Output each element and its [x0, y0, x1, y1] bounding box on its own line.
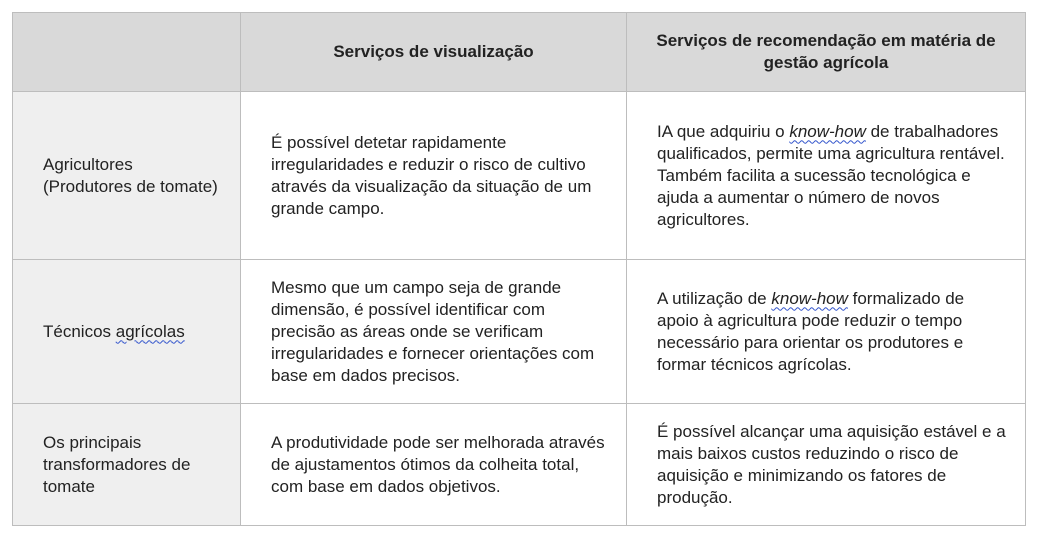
cell-visualization-processors [241, 404, 627, 526]
table-row [13, 260, 1026, 404]
row-label-farmers [13, 92, 241, 260]
cell-recommendation-processors [627, 404, 1026, 526]
cell-text [657, 288, 1007, 376]
text-segment: Técnicos [43, 321, 116, 341]
cell-visualization-farmers [241, 92, 627, 260]
row-label-processors [13, 404, 241, 526]
cell-text: A produtividade pode ser melhorada através de ajustamentos ótimos da colheita total, com base em dados objetivos. [271, 432, 605, 496]
table-header-row [13, 13, 1026, 92]
cell-text [657, 121, 1007, 231]
table-row [13, 92, 1026, 260]
header-recommendation-services: Serviços de recomendação em matéria de gestão agrícola [627, 13, 1026, 92]
spellcheck-term: agrícolas [115, 321, 185, 341]
cell-visualization-technicians [241, 260, 627, 404]
cell-text: É possível detetar rapidamente irregularidades e reduzir o risco de cultivo através da visualização da situação de um grande campo. [271, 132, 592, 218]
know-how-term: know-how [789, 121, 866, 141]
text-segment: de trabalhadores qualificados, permite uma agricultura rentável. Também facilita a sucessão tecnológica e ajuda a aumentar o número de novos agricultores. [657, 121, 1005, 229]
row-label-technicians [13, 260, 241, 404]
text-segment: A utilização de [657, 288, 772, 308]
row-label-text: Os principais transformadores de tomate [43, 432, 191, 496]
text-segment: formalizado de apoio à agricultura pode reduzir o tempo necessário para orientar os produtores e formar técnicos agrícolas. [657, 288, 965, 374]
cell-text: Mesmo que um campo seja de grande dimensão, é possível identificar com precisão as áreas onde se verificam irregularidades e fornecer orientações com base em dados precisos. [271, 277, 595, 385]
cell-recommendation-farmers [627, 92, 1026, 260]
header-empty-cell [13, 13, 241, 92]
header-visualization-services: Serviços de visualização [241, 13, 627, 92]
cell-recommendation-technicians [627, 260, 1026, 404]
know-how-term: know-how [771, 288, 848, 308]
services-comparison-table [12, 12, 1026, 526]
cell-text: É possível alcançar uma aquisição estável e a mais baixos custos reduzindo o risco de aquisição e minimizando os fatores de produção. [657, 421, 1006, 507]
row-label-text: Agricultores (Produtores de tomate) [43, 154, 218, 196]
text-segment: IA que adquiriu o [657, 121, 790, 141]
table-row [13, 404, 1026, 526]
row-label-text [43, 321, 222, 343]
comparison-table-container [12, 12, 1025, 526]
